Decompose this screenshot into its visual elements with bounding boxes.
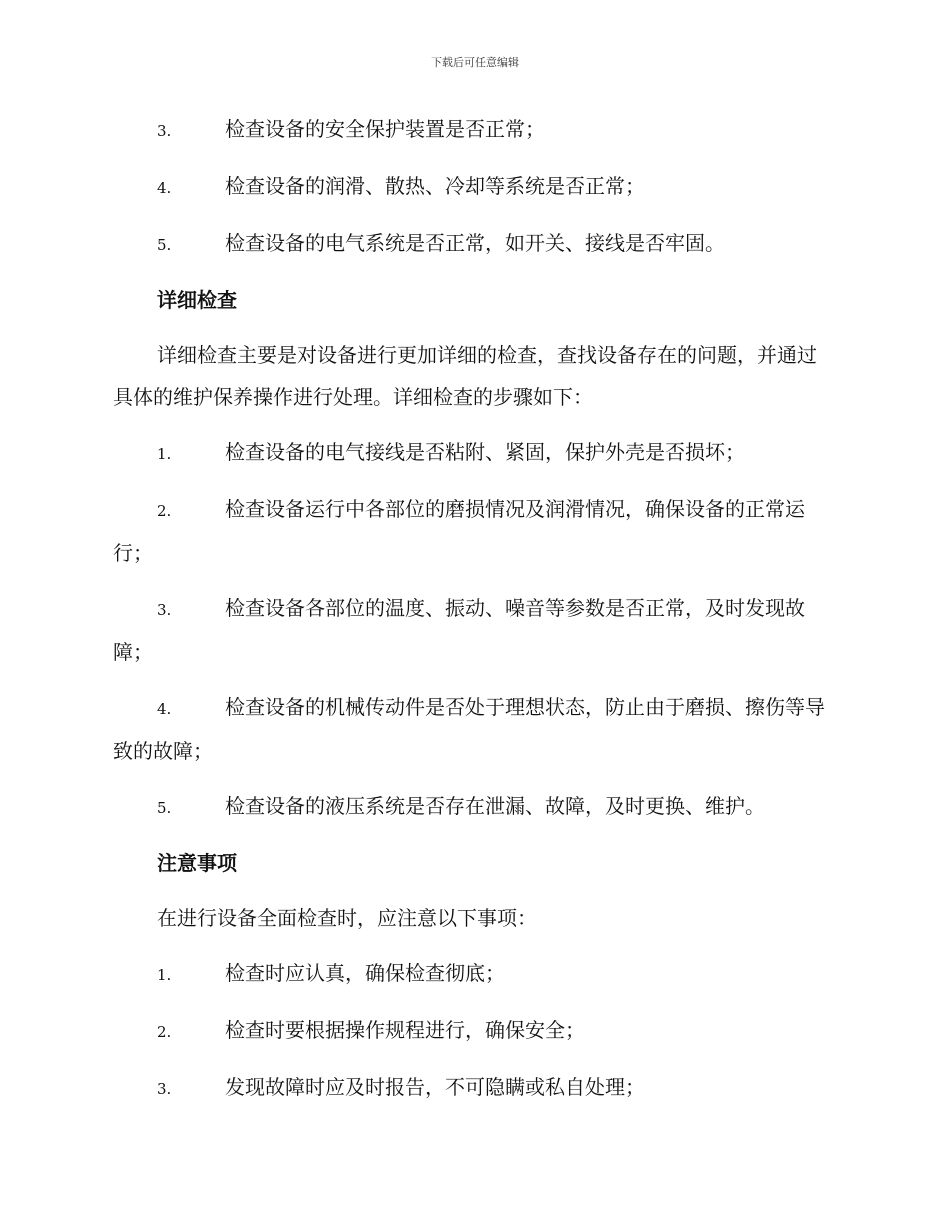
list-item — [113, 488, 835, 574]
list-item — [113, 165, 835, 209]
list-item — [113, 108, 835, 152]
list-number: 4. — [157, 179, 172, 197]
page-header: 下载后可任意编辑 — [431, 56, 519, 69]
list-number: 5. — [157, 236, 172, 254]
list-item — [113, 1066, 835, 1110]
list-number: 2. — [157, 502, 172, 520]
list-text: 检查设备的电气系统是否正常，如开关、接线是否牢固。 — [225, 231, 725, 255]
list-item — [113, 686, 835, 772]
list-item — [113, 431, 835, 475]
list-number: 2. — [157, 1023, 172, 1041]
section-heading-detail: 详细检查 — [157, 288, 237, 312]
list-number: 3. — [157, 1080, 172, 1098]
list-item — [113, 785, 835, 829]
list-number: 1. — [157, 445, 172, 463]
list-text: 检查设备的润滑、散热、冷却等系统是否正常； — [225, 174, 645, 198]
list-text: 检查时应认真，确保检查彻底； — [225, 961, 505, 985]
section-intro-notes: 在进行设备全面检查时，应注意以下事项： — [157, 906, 537, 930]
list-text: 检查设备的电气接线是否粘附、紧固，保护外壳是否损坏； — [225, 440, 745, 464]
list-number: 3. — [157, 122, 172, 140]
list-text: 检查设备的机械传动件是否处于理想状态，防止由于磨损、擦伤等导致的故障； — [113, 695, 825, 763]
list-text: 检查设备的液压系统是否存在泄漏、故障，及时更换、维护。 — [225, 794, 765, 818]
list-text: 检查设备各部位的温度、振动、噪音等参数是否正常，及时发现故障； — [113, 596, 805, 664]
list-item — [113, 952, 835, 996]
list-number: 4. — [157, 700, 172, 718]
list-text: 发现故障时应及时报告，不可隐瞒或私自处理； — [225, 1075, 645, 1099]
list-text: 检查设备运行中各部位的磨损情况及润滑情况，确保设备的正常运行； — [113, 497, 805, 565]
list-item — [113, 1009, 835, 1053]
section-intro-detail: 详细检查主要是对设备进行更加详细的检查，查找设备存在的问题，并通过具体的维护保养操作进行处理。详细检查的步骤如下： — [113, 343, 817, 409]
list-number: 1. — [157, 966, 172, 984]
list-item — [113, 587, 835, 673]
document-body — [113, 108, 835, 1123]
list-number: 3. — [157, 601, 172, 619]
list-text: 检查时要根据操作规程进行，确保安全； — [225, 1018, 585, 1042]
section-heading-notes: 注意事项 — [157, 851, 237, 875]
list-text: 检查设备的安全保护装置是否正常； — [225, 117, 545, 141]
list-number: 5. — [157, 799, 172, 817]
list-item — [113, 222, 835, 266]
